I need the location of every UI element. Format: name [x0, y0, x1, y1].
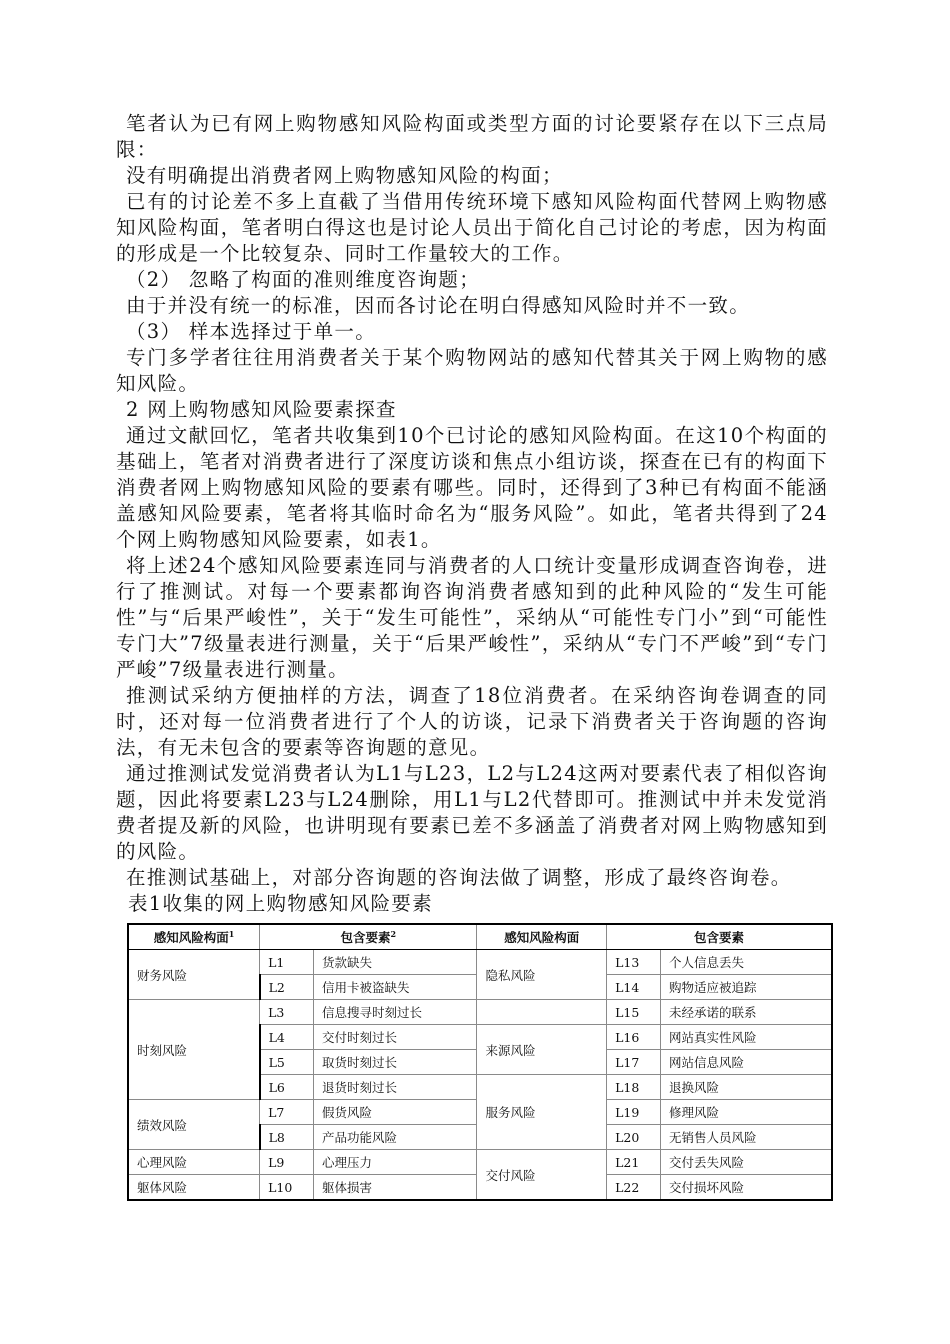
code-cell: L19 [607, 1100, 661, 1125]
item-cell: 信用卡被盗缺失 [314, 975, 477, 1000]
code-cell: L16 [607, 1025, 661, 1050]
group-cell: 服务风险 [477, 1075, 607, 1150]
item-cell: 网站真实性风险 [661, 1025, 833, 1050]
item-cell: 交付丢失风险 [661, 1150, 833, 1175]
risk-elements-table [127, 923, 833, 1201]
code-cell: L18 [607, 1075, 661, 1100]
item-cell: 躯体损害 [314, 1175, 477, 1201]
document-page [116, 111, 828, 1201]
empty-group-cell [477, 1000, 607, 1025]
item-cell: 货款缺失 [314, 950, 477, 975]
table-caption: 表1收集的网上购物感知风险要素 [128, 892, 433, 915]
paragraph: 笔者认为已有网上购物感知风险构面或类型方面的讨论要紧存在以下三点局限： [116, 112, 828, 161]
table-header-row [128, 924, 832, 950]
paragraph: 通过文献回忆，笔者共收集到10个已讨论的感知风险构面。在这10个构面的基础上，笔者对消费者进行了深度访谈和焦点小组访谈，探查在已有的构面下消费者网上购物感知风险的要素有哪些。同时，还得到了3种已有构面不能涵盖感知风险要素，笔者将其临时命名为“服务风险”。如此，笔者共得到了24个网上购物感知风险要素，如表1。 [116, 424, 828, 551]
paragraph: 已有的讨论差不多上直截了当借用传统环境下感知风险构面代替网上购物感知风险构面，笔者明白得这也是讨论人员出于简化自己讨论的考虑，因为构面的形成是一个比较复杂、同时工作量较大的工作。 [116, 190, 828, 265]
table-row [128, 950, 832, 975]
item-cell: 退货时刻过长 [314, 1075, 477, 1100]
code-cell: L8 [260, 1125, 314, 1150]
paragraph: 通过推测试发觉消费者认为L1与L23，L2与L24这两对要素代表了相似咨询题，因此将要素L23与L24删除，用L1与L2代替即可。推测试中并未发觉消费者提及新的风险，也讲明现有要素已差不多涵盖了消费者对网上购物感知到的风险。 [116, 762, 828, 863]
item-cell: 假货风险 [314, 1100, 477, 1125]
item-cell: 购物适应被追踪 [661, 975, 833, 1000]
paragraph: 没有明确提出消费者网上购物感知风险的构面； [126, 164, 563, 187]
code-cell: L17 [607, 1050, 661, 1075]
code-cell: L20 [607, 1125, 661, 1150]
group-cell: 躯体风险 [128, 1175, 260, 1201]
item-cell: 退换风险 [661, 1075, 833, 1100]
table-row [128, 1150, 832, 1175]
header-dimension-2: 感知风险构面 [477, 924, 607, 950]
group-cell: 交付风险 [477, 1150, 607, 1201]
code-cell: L7 [260, 1100, 314, 1125]
body-text [116, 111, 828, 891]
code-cell: L2 [260, 975, 314, 1000]
group-cell: 绩效风险 [128, 1100, 260, 1150]
code-cell: L15 [607, 1000, 661, 1025]
code-cell: L9 [260, 1150, 314, 1175]
group-cell: 心理风险 [128, 1150, 260, 1175]
group-cell: 来源风险 [477, 1025, 607, 1075]
paragraph: （2） 忽略了构面的准则维度咨询题； [126, 268, 481, 291]
item-cell: 个人信息丢失 [661, 950, 833, 975]
code-cell: L3 [260, 1000, 314, 1025]
paragraph: 由于并没有统一的标准，因而各讨论在明白得感知风险时并不一致。 [126, 294, 751, 317]
item-cell: 取货时刻过长 [314, 1050, 477, 1075]
paragraph: 将上述24个感知风险要素连同与消费者的人口统计变量形成调查咨询卷，进行了推测试。对每一个要素都询咨询消费者感知到的此种风险的“发生可能性”与“后果严峻性”，关于“发生可能性”，采纳从“可能性专门小”到“可能性专门大”7级量表进行测量，关于“后果严峻性”，采纳从“专门不严峻”到“专门严峻”7级量表进行测量。 [116, 554, 828, 681]
item-cell: 未经承诺的联系 [661, 1000, 833, 1025]
code-cell: L21 [607, 1150, 661, 1175]
group-cell: 财务风险 [128, 950, 260, 1000]
code-cell: L22 [607, 1175, 661, 1201]
header-items-1: 包含要素$^2$ [260, 924, 477, 950]
item-cell: 信息搜寻时刻过长 [314, 1000, 477, 1025]
paragraph: （3） 样本选择过于单一。 [126, 320, 377, 343]
code-cell: L4 [260, 1025, 314, 1050]
item-cell: 心理压力 [314, 1150, 477, 1175]
code-cell: L14 [607, 975, 661, 1000]
item-cell: 交付损坏风险 [661, 1175, 833, 1201]
item-cell: 修理风险 [661, 1100, 833, 1125]
code-cell: L10 [260, 1175, 314, 1201]
header-dimension-1: 感知风险构面$^1$ [128, 924, 260, 950]
code-cell: L1 [260, 950, 314, 975]
header-items-2: 包含要素 [607, 924, 832, 950]
paragraph: 推测试采纳方便抽样的方法，调查了18位消费者。在采纳咨询卷调查的同时，还对每一位消费者进行了个人的访谈，记录下消费者关于咨询题的咨询法，有无未包含的要素等咨询题的意见。 [116, 684, 828, 759]
code-cell: L5 [260, 1050, 314, 1075]
item-cell: 产品功能风险 [314, 1125, 477, 1150]
group-cell: 隐私风险 [477, 950, 607, 1000]
group-cell: 时刻风险 [128, 1000, 260, 1100]
item-cell: 无销售人员风险 [661, 1125, 833, 1150]
item-cell: 交付时刻过长 [314, 1025, 477, 1050]
item-cell: 网站信息风险 [661, 1050, 833, 1075]
code-cell: L13 [607, 950, 661, 975]
paragraph: 在推测试基础上，对部分咨询题的咨询法做了调整，形成了最终咨询卷。 [126, 866, 792, 889]
paragraph: 2 网上购物感知风险要素探查 [126, 398, 397, 421]
table-row [128, 1000, 832, 1025]
paragraph: 专门多学者往往用消费者关于某个购物网站的感知代替其关于网上购物的感知风险。 [116, 346, 828, 395]
code-cell: L6 [260, 1075, 314, 1100]
